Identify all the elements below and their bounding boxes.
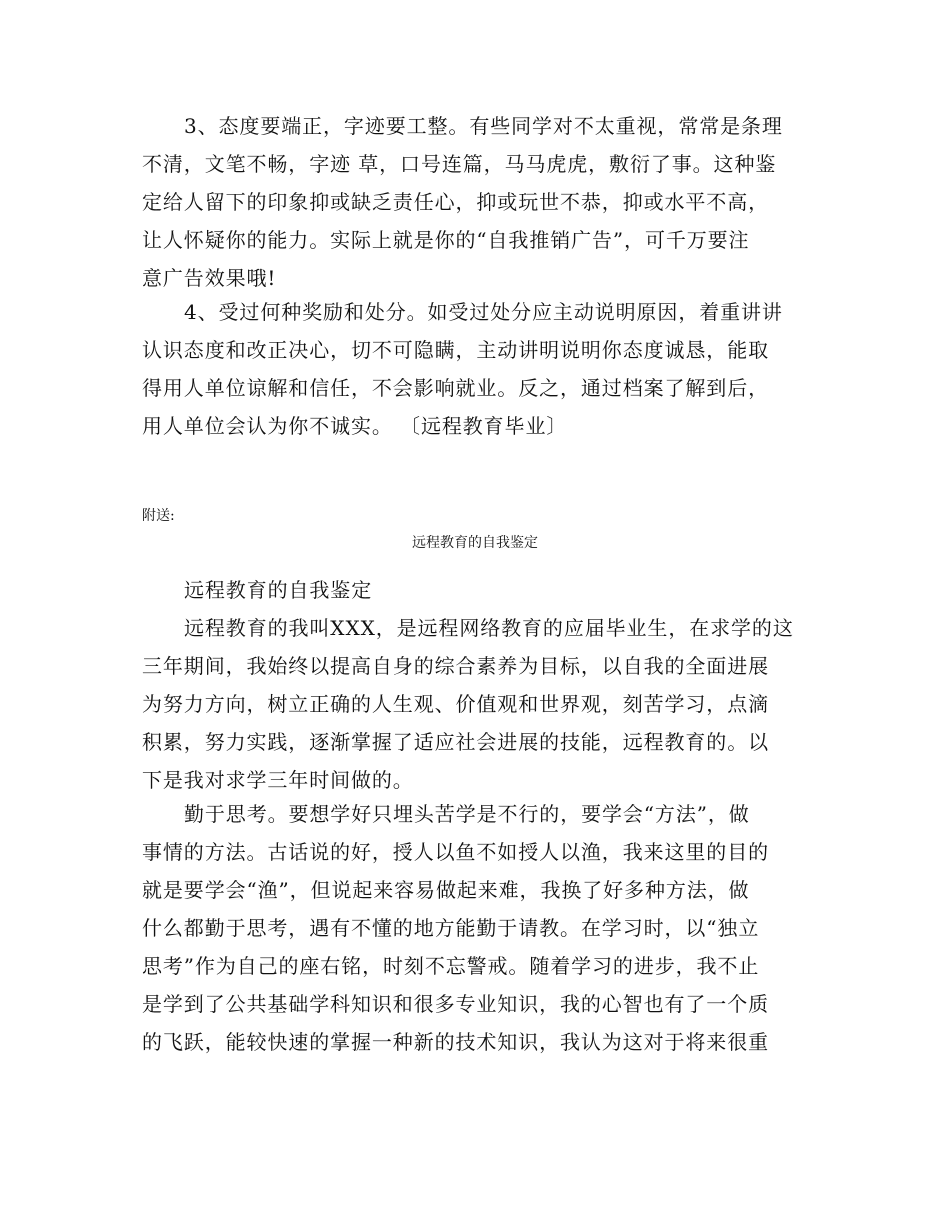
text-line: 思考”作为自己的座右铭，时刻不忘警戒。随着学习的进步，我不止 xyxy=(142,954,760,978)
text-line: 三年期间，我始终以提高自身的综合素养为目标，以自我的全面进展 xyxy=(142,654,769,678)
text-line: 事情的方法。古话说的好，授人以鱼不如授人以渔，我来这里的目的 xyxy=(142,840,769,864)
text-line: 什么都勤于思考，遇有不懂的地方能勤于请教。在学习时，以“独立 xyxy=(142,916,760,940)
text-line: 4、受过何种奖励和处分。如受过处分应主动说明原因，着重讲讲 xyxy=(184,300,783,324)
text-line: 意广告效果哦! xyxy=(142,266,277,290)
text-line: 让人怀疑你的能力。实际上就是你的“自我推销广告”，可千万要注 xyxy=(142,228,750,252)
text-line: 认识态度和改正决心，切不可隐瞒，主动讲明说明你态度诚恳，能取 xyxy=(142,338,769,362)
essay-heading xyxy=(142,571,810,609)
text-line: 积累，努力实践，逐渐掌握了适应社会进展的技能，远程教育的。以 xyxy=(142,730,769,754)
text-line: 远程教育的我叫XXX，是远程网络教育的应届毕业生，在求学的这 xyxy=(184,616,794,640)
attached-title: 远程教育的自我鉴定 xyxy=(412,535,538,551)
paragraph-thinking xyxy=(142,795,810,1061)
text-line: 勤于思考。要想学好只埋头苦学是不行的，要学会“方法”，做 xyxy=(184,802,750,826)
text-line: 用人单位会认为你不诚实。 〔远程教育毕业〕 xyxy=(142,414,568,438)
text-line: 是学到了公共基础学科知识和很多专业知识，我的心智也有了一个质 xyxy=(142,992,769,1016)
paragraph-intro xyxy=(142,609,810,799)
text-line: 为努力方向，树立正确的人生观、价值观和世界观，刻苦学习，点滴 xyxy=(142,692,769,716)
paragraph-item-4 xyxy=(142,293,810,445)
text-line: 3、态度要端正，字迹要工整。有些同学对不太重视，常常是条理 xyxy=(184,114,783,138)
essay-heading-text: 远程教育的自我鉴定 xyxy=(184,578,373,602)
text-line: 定给人留下的印象抑或缺乏责任心，抑或玩世不恭，抑或水平不高， xyxy=(142,190,769,214)
text-line: 的飞跃，能较快速的掌握一种新的技术知识，我认为这对于将来很重 xyxy=(142,1030,769,1054)
text-line: 不清，文笔不畅，字迹 草，口号连篇，马马虎虎，敷衍了事。这种鉴 xyxy=(142,152,777,176)
text-line: 就是要学会“渔”，但说起来容易做起来难，我换了好多种方法，做 xyxy=(142,878,750,902)
attached-label: 附送: xyxy=(142,508,175,524)
text-line: 得用人单位谅解和信任，不会影响就业。反之，通过档案了解到后， xyxy=(142,376,769,400)
text-line: 下是我对求学三年时间做的。 xyxy=(142,768,414,792)
paragraph-item-3 xyxy=(142,107,810,297)
